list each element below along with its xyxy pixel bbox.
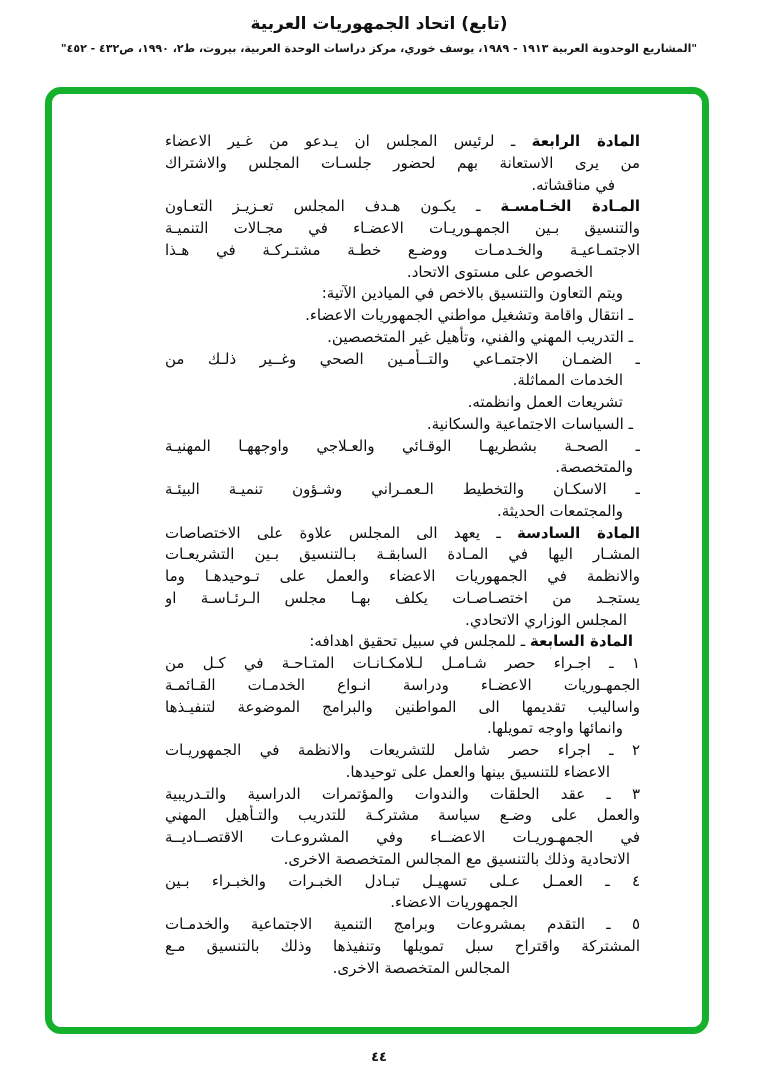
page-title: (تابع) اتحاد الجمهوريات العربية — [250, 14, 508, 34]
text-line: ـ التدريب المهني والفني، وتأهيل غير المتخصصين. — [327, 327, 633, 346]
text-line: المجلس الوزاري الاتحادي. — [465, 610, 627, 629]
text-line: تشريعات العمل وانظمته. — [467, 393, 623, 411]
article-heading: المادة الرابعة — [531, 132, 640, 150]
text-line: ٣ ـ عقد الحلقات والندوات والمؤتمرات الدراسية والتـدريبية — [165, 784, 640, 803]
text-line: الخصوص على مستوى الاتحاد. — [406, 262, 593, 281]
text-line: ـ انتقال واقامة وتشغيل مواطني الجمهوريات الاعضاء. — [305, 306, 633, 324]
text-line: ١ ـ اجـراء حصر شـامـل لـلامكـانـات المتـاحـة في كـل من — [165, 654, 640, 672]
text-line: الجمهوريات الاعضاء. — [390, 893, 518, 912]
text-line: والعمل على وضـع سياسة مشتركـة للتدريب والتـأهيل المهني — [165, 806, 640, 825]
text-line: ويتم التعاون والتنسيق بالاخص في الميادين الآتية: — [321, 284, 623, 303]
text-line: الجمهـوريات الاعضـاء ودراسة انـواع الخدمـات القـائمـة — [165, 675, 640, 694]
article-heading: المادة السابعة — [529, 632, 633, 651]
text-line: والمتخصصة. — [555, 458, 633, 477]
text-line: المشـار اليها في المـادة السابقـة بـالتنسيق بـين التشريعـات — [165, 545, 640, 564]
text-line: ٤ ـ العمـل عـلى تسهيـل تبـادل الخبـرات والخبـراء بـين — [165, 871, 640, 890]
text-line: الخدمات المماثلة. — [512, 371, 623, 390]
text-line: ـ الضمـان الاجتمـاعي والتــأمـين الصحي وغــير ذلـك من — [165, 349, 640, 368]
text-line: والمجتمعات الحديثة. — [496, 501, 623, 520]
text-line: المشتركة واقتراح سبل تمويلها وتنفيذها وذلك بالتنسيق مـع — [165, 936, 640, 955]
citation: "المشاريع الوحدوية العربية ١٩١٣ - ١٩٨٩، يوسف خوري، مركز دراسات الوحدة العربية، بيروت، ط٢، ١٩٩٠، ص٤٣٢ - ٤٥٢" — [60, 42, 698, 55]
text-column — [165, 131, 640, 979]
text-line: في مناقشاته. — [531, 175, 615, 194]
page-footer — [0, 1046, 758, 1065]
text-line: في الجمهـوريـات الاعضــاء وفي المشروعـات الاقتصــاديــة — [165, 828, 640, 846]
text-line: ـ السياسات الاجتماعية والسكانية. — [426, 414, 633, 433]
text-line: ـ الصحـة بشطريهـا الوقـائي والعـلاجي واوجههـا المهنيـة — [165, 436, 640, 455]
text-line: ٥ ـ التقدم بمشروعات وبرامج التنمية الاجتماعية والخدمـات — [165, 915, 640, 933]
text-line: المجالس المتخصصة الاخرى. — [332, 958, 510, 977]
article-heading: المادة السادسة — [517, 523, 640, 542]
text-line: يستجـد من اختصـاصـات يكلف بهـا مجلس الـرئـاسـة او — [165, 588, 640, 607]
text-line: الاعضاء للتنسيق بينها والعمل على توحيدها. — [345, 762, 610, 781]
article-heading: المـادة الخـامسـة — [500, 197, 640, 216]
text-line: المادة السادسة ـ يعهد الى المجلس علاوة على الاختصاصات — [165, 523, 640, 542]
page-header — [0, 10, 758, 57]
text-line: ٢ ـ اجراء حصر شامل للتشريعات والانظمة في الجمهوريـات — [165, 741, 640, 759]
text-line: من يرى الاستعانة بهم لحضور جلسـات المجلس والاشتراك — [165, 153, 640, 172]
text-line: والانظمة في الجمهوريات الاعضاء والعمل على تـوحيدهـا وما — [165, 567, 640, 585]
text-line: وانمائها واوجه تمويلها. — [487, 719, 623, 738]
text-line: واساليب تقديمها الى المواطنين والبرامج الموضوعة لتنفيـذها — [165, 697, 640, 716]
text-line: الاجتمـاعيـة والخـدمـات ووضـع خطـة مشتـركـة في هـذا — [165, 240, 640, 259]
text-line: ـ الاسكـان والتخطيط الـعمـراني وشـؤون تنميـة البيئـة — [165, 480, 640, 498]
text-line: المادة السابعة ـ للمجلس في سبيل تحقيق اهدافه: — [309, 632, 633, 651]
page-number: ٤٤ — [371, 1050, 387, 1065]
text-line: المادة الرابعة ـ لرئيس المجلس ان يـدعو من غـير الاعضاء — [165, 132, 640, 150]
text-line: المـادة الخـامسـة ـ يكـون هـدف المجلس تعـزيـز التعـاون — [165, 197, 640, 216]
text-line: والتنسيق بـين الجمهـوريـات الاعضـاء في مجـالات التنميـة — [165, 219, 640, 237]
text-line: الاتحادية وذلك بالتنسيق مع المجالس المتخصصة الاخرى. — [283, 849, 630, 868]
